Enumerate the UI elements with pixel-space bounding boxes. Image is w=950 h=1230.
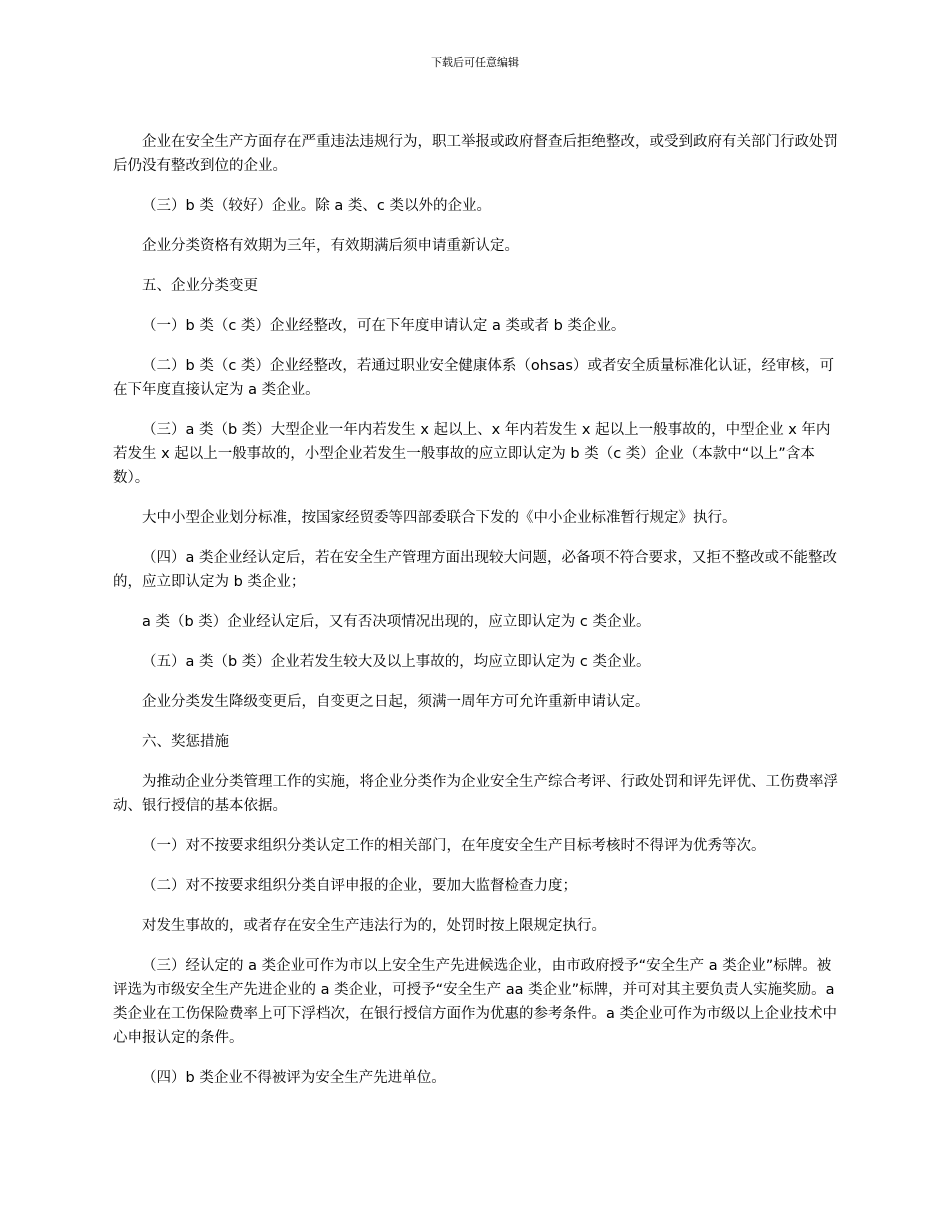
paragraph: （二）对不按要求组织分类自评申报的企业，要加大监督检查力度； [142,878,577,894]
paragraph: （四）b 类企业不得被评为安全生产先进单位。 [142,1070,446,1086]
paragraph: 对发生事故的，或者存在安全生产违法行为的，处罚时按上限规定执行。 [142,918,606,934]
paragraph: （三）a 类（b 类）大型企业一年内若发生 x 起以上、x 年内若发生 x 起以上一般事故的，中型企业 x 年内若发生 x 起以上一般事故的，小型企业若发生一般事故的应立即认定为 b 类（c 类）企业（本款中“以上”含本数）。 [113,422,831,486]
paragraph: （五）a 类（b 类）企业若发生较大及以上事故的，均应立即认定为 c 类企业。 [142,654,651,670]
document-body [113,130,839,1106]
paragraph: 企业分类发生降级变更后，自变更之日起，须满一周年方可允许重新申请认定。 [142,694,650,710]
paragraph: 企业分类资格有效期为三年，有效期满后须申请重新认定。 [142,238,519,254]
paragraph: （三）b 类（较好）企业。除 a 类、c 类以外的企业。 [142,198,491,214]
paragraph: （一）b 类（c 类）企业经整改，可在下年度申请认定 a 类或者 b 类企业。 [142,318,626,334]
paragraph: 大中小型企业划分标准，按国家经贸委等四部委联合下发的《中小企业标准暂行规定》执行。 [142,510,737,526]
paragraph: （三）经认定的 a 类企业可作为市以上安全生产先进候选企业，由市政府授予“安全生产 a 类企业”标牌。被评选为市级安全生产先进企业的 a 类企业，可授予“安全生产 aa 类企业”标牌，并可对其主要负责人实施奖励。a 类企业在工伤保险费率上可下浮档次，在银行授信方面作为优惠的参考条件。a 类企业可作为市级以上企业技术中心申报认定的条件。 [113,958,837,1046]
page-header: 下载后可任意编辑 [431,56,519,69]
paragraph: （二）b 类（c 类）企业经整改，若通过职业安全健康体系（ohsas）或者安全质量标准化认证，经审核，可在下年度直接认定为 a 类企业。 [113,358,834,398]
section-heading: 六、奖惩措施 [142,734,229,750]
paragraph: a 类（b 类）企业经认定后，又有否决项情况出现的，应立即认定为 c 类企业。 [142,614,651,630]
paragraph: 为推动企业分类管理工作的实施，将企业分类作为企业安全生产综合考评、行政处罚和评先评优、工伤费率浮动、银行授信的基本依据。 [113,774,838,814]
paragraph: （一）对不按要求组织分类认定工作的相关部门，在年度安全生产目标考核时不得评为优秀等次。 [142,838,766,854]
section-heading: 五、企业分类变更 [142,278,258,294]
paragraph: （四）a 类企业经认定后，若在安全生产管理方面出现较大问题，必备项不符合要求，又拒不整改或不能整改的，应立即认定为 b 类企业； [113,550,837,590]
paragraph: 企业在安全生产方面存在严重违法违规行为，职工举报或政府督查后拒绝整改，或受到政府有关部门行政处罚后仍没有整改到位的企业。 [113,134,838,174]
